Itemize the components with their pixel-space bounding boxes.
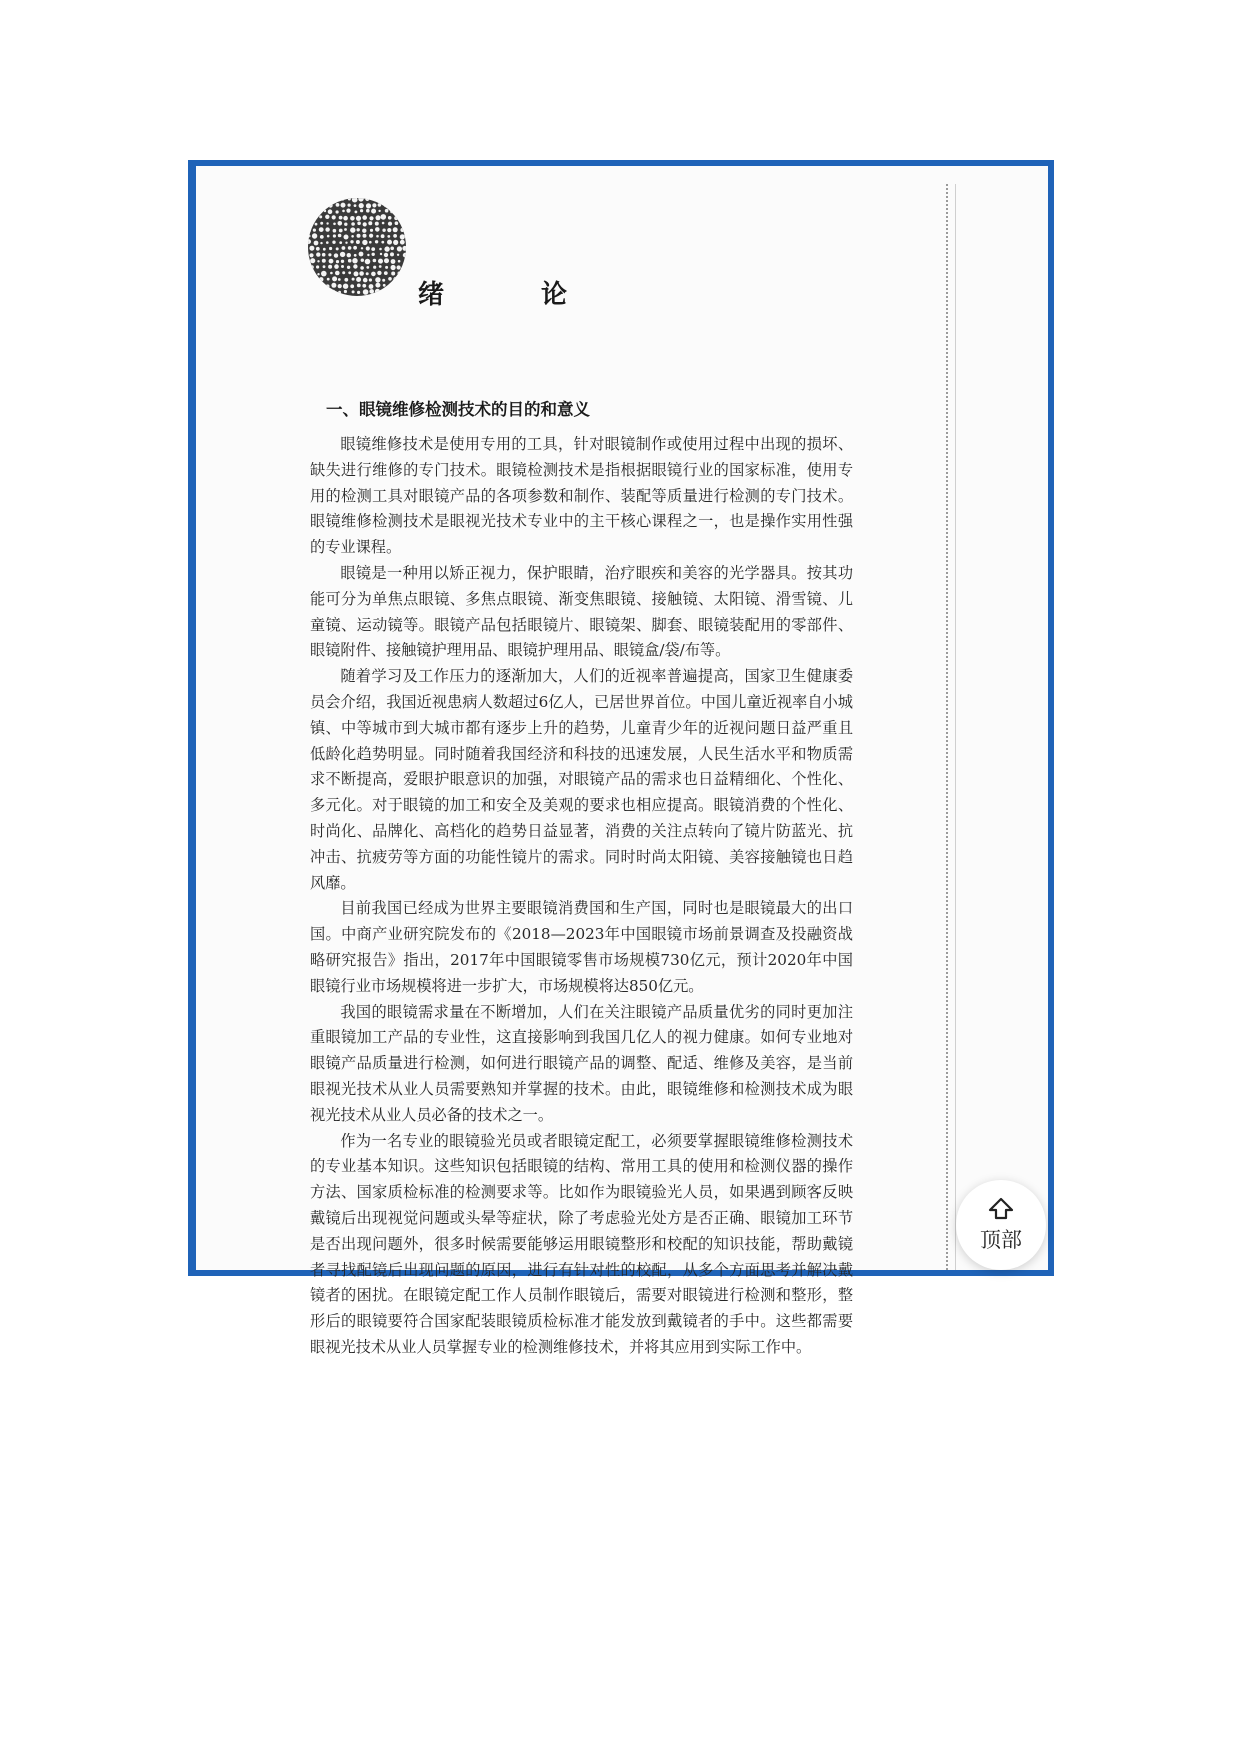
chapter-title: 绪 论 [418,280,612,310]
paragraph: 眼镜维修技术是使用专用的工具，针对眼镜制作或使用过程中出现的损坏、缺失进行维修的专门技术。眼镜检测技术是指根据眼镜行业的国家标准，使用专用的检测工具对眼镜产品的各项参数和制作、装配等质量进行检测的专门技术。眼镜维修检测技术是眼视光技术专业中的主干核心课程之一，也是操作实用性强的专业课程。 [310,435,853,557]
scanned-page [196,166,1048,1356]
paragraph: 我国的眼镜需求量在不断增加，人们在关注眼镜产品质量优劣的同时更加注重眼镜加工产品的专业性，这直接影响到我国几亿人的视力健康。如何专业地对眼镜产品质量进行检测，如何进行眼镜产品的调整、配适、维修及美容，是当前眼视光技术从业人员需要熟知并掌握的技术。由此，眼镜维修和检测技术成为眼视光技术从业人员必备的技术之一。 [310,1002,853,1124]
scroll-to-top-icon [986,1196,1016,1222]
chapter-decoration-icon [306,196,408,298]
scroll-to-top-label: 顶部 [980,1228,1022,1252]
scroll-to-top-button[interactable] [956,1180,1046,1270]
page-binding-edge [946,184,948,1270]
paragraph: 作为一名专业的眼镜验光员或者眼镜定配工，必须要掌握眼镜维修检测技术的专业基本知识。这些知识包括眼镜的结构、常用工具的使用和检测仪器的操作方法、国家质检标准的检测要求等。比如作为眼镜验光人员，如果遇到顾客反映戴镜后出现视觉问题或头晕等症状，除了考虑验光处方是否正确、眼镜加工环节是否出现问题外，很多时候需要能够运用眼镜整形和校配的知识技能，帮助戴镜者寻找配镜后出现问题的原因，进行有针对性的校配，从多个方面思考并解决戴镜者的困扰。在眼镜定配工作人员制作眼镜后，需要对眼镜进行检测和整形，整形后的眼镜要符合国家配装眼镜质检标准才能发放到戴镜者的手中。这些都需要眼视光技术从业人员掌握专业的检测维修技术，并将其应用到实际工作中。 [310,1131,853,1356]
body-text [310,432,853,1361]
paragraph: 目前我国已经成为世界主要眼镜消费国和生产国，同时也是眼镜最大的出口国。中商产业研究院发布的《2018—2023年中国眼镜市场前景调查及投融资战略研究报告》指出，2017年中国眼镜零售市场规模730亿元，预计2020年中国眼镜行业市场规模将进一步扩大，市场规模将达850亿元。 [310,899,853,995]
scanned-page-frame [188,160,1054,1356]
page-binding-edge-inner [955,184,956,1270]
paragraph: 眼镜是一种用以矫正视力，保护眼睛，治疗眼疾和美容的光学器具。按其功能可分为单焦点眼镜、多焦点眼镜、渐变焦眼镜、接触镜、太阳镜、滑雪镜、儿童镜、运动镜等。眼镜产品包括眼镜片、眼镜架、脚套、眼镜装配用的零部件、眼镜附件、接触镜护理用品、眼镜护理用品、眼镜盒/袋/布等。 [310,563,853,660]
section-heading: 一、眼镜维修检测技术的目的和意义 [326,400,590,419]
paragraph: 随着学习及工作压力的逐渐加大，人们的近视率普遍提高，国家卫生健康委员会介绍，我国近视患病人数超过6亿人，已居世界首位。中国儿童近视率自小城镇、中等城市到大城市都有逐步上升的趋势，儿童青少年的近视问题日益严重且低龄化趋势明显。同时随着我国经济和科技的迅速发展，人民生活水平和物质需求不断提高，爱眼护眼意识的加强，对眼镜产品的需求也日益精细化、个性化、多元化。对于眼镜的加工和安全及美观的要求也相应提高。眼镜消费的个性化、时尚化、品牌化、高档化的趋势日益显著，消费的关注点转向了镜片防蓝光、抗冲击、抗疲劳等方面的功能性镜片的需求。同时时尚太阳镜、美容接触镜也日趋风靡。 [310,667,853,892]
